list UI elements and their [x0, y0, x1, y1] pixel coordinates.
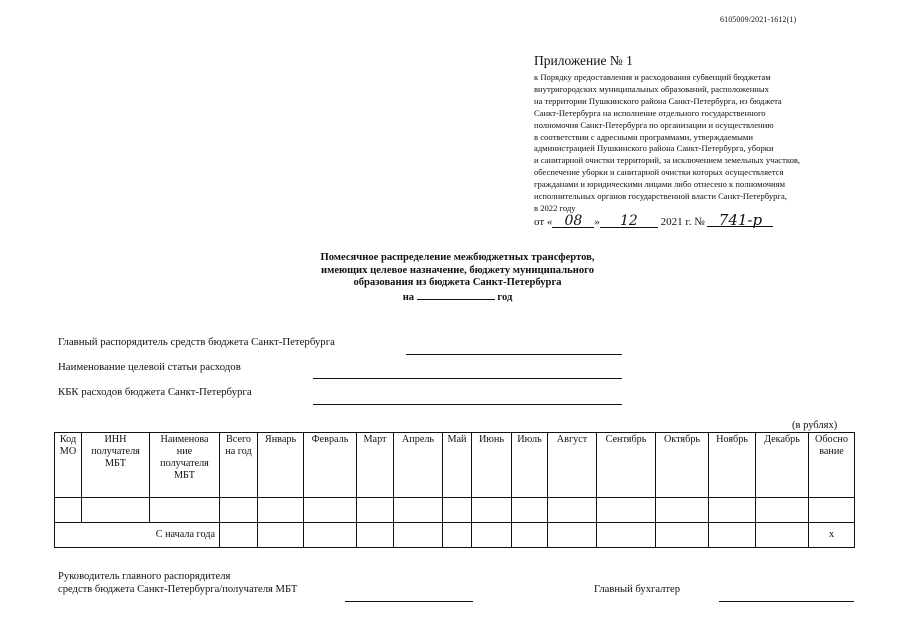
- title-line: образования из бюджета Санкт-Петербурга: [353, 277, 562, 288]
- table-cell[interactable]: [357, 498, 394, 523]
- column-header: Декабрь: [756, 433, 809, 498]
- total-label: С начала года: [55, 523, 220, 548]
- units-label: (в рублях): [792, 420, 838, 431]
- title-year-line: [230, 290, 685, 305]
- table-cell[interactable]: [394, 523, 443, 548]
- appendix-description: [534, 72, 864, 215]
- table-cell[interactable]: [258, 523, 304, 548]
- appendix-line: администрацией Пушкинского района Санкт-Петербурга, уборки: [534, 143, 774, 154]
- title-year-prefix: на: [402, 291, 415, 303]
- column-header: Август: [548, 433, 597, 498]
- transfer-distribution-table: [54, 432, 855, 548]
- order-date-line: [534, 211, 773, 229]
- table-cell[interactable]: [597, 523, 656, 548]
- column-header: Сентябрь: [597, 433, 656, 498]
- table-cell[interactable]: [512, 498, 548, 523]
- table-cell[interactable]: [548, 523, 597, 548]
- accountant-signature-field[interactable]: [719, 601, 854, 602]
- date-month: 12: [600, 215, 658, 228]
- table-cell[interactable]: [709, 498, 756, 523]
- manager-signature-field[interactable]: [345, 601, 473, 602]
- appendix-line: гражданами и юридическими лицами либо отнесено к полномочиям: [534, 179, 786, 190]
- appendix-title: Приложение № 1: [534, 53, 633, 68]
- document-title: [230, 252, 685, 304]
- total-row: [55, 523, 855, 548]
- table-cell[interactable]: [304, 523, 357, 548]
- column-header: Январь: [258, 433, 304, 498]
- column-header: Ноябрь: [709, 433, 756, 498]
- appendix-line: внутригородских муниципальных образований, расположенных: [534, 83, 769, 94]
- table-cell[interactable]: [472, 523, 512, 548]
- column-header: Июнь: [472, 433, 512, 498]
- column-header: Обосно вание: [809, 433, 855, 498]
- target-article-label: Наименование целевой статьи расходов: [58, 361, 241, 373]
- column-header: Код МО: [55, 433, 82, 498]
- table-cell[interactable]: [357, 523, 394, 548]
- main-manager-label: Главный распорядитель средств бюджета Санкт-Петербурга: [58, 336, 335, 348]
- table-row: [55, 498, 855, 523]
- appendix-line: исполнительных органов государственной власти Санкт-Петербурга,: [534, 191, 787, 202]
- appendix-line: в 2022 году: [534, 202, 576, 213]
- appendix-line: Санкт-Петербурга на исполнение отдельного государственного: [534, 107, 766, 118]
- table-cell[interactable]: [512, 523, 548, 548]
- column-header: Февраль: [304, 433, 357, 498]
- table-cell[interactable]: [82, 498, 150, 523]
- table-cell[interactable]: [220, 523, 258, 548]
- manager-signature-label-line1: Руководитель главного распорядителя: [58, 571, 231, 582]
- kbk-field[interactable]: [313, 404, 622, 405]
- document-number: 6105009/2021-1612(1): [720, 15, 797, 24]
- column-header: Июль: [512, 433, 548, 498]
- table-cell[interactable]: [443, 523, 472, 548]
- table-cell[interactable]: [258, 498, 304, 523]
- appendix-line: полномочия Санкт-Петербурга по организации и осуществлению: [534, 119, 774, 130]
- appendix-line: и санитарной очистки территорий, за исключением земельных участков,: [534, 155, 801, 166]
- date-mid: »: [594, 216, 600, 228]
- target-article-field[interactable]: [313, 378, 622, 379]
- table-cell[interactable]: [809, 498, 855, 523]
- table-cell[interactable]: [756, 498, 809, 523]
- main-manager-field[interactable]: [406, 354, 622, 355]
- order-number: 741-р: [707, 214, 773, 227]
- column-header: Май: [443, 433, 472, 498]
- table-cell[interactable]: [756, 523, 809, 548]
- table-cell[interactable]: [443, 498, 472, 523]
- manager-signature-label-line2: средств бюджета Санкт-Петербурга/получателя МБТ: [58, 584, 298, 595]
- date-year-number-label: 2021 г. №: [660, 216, 705, 228]
- table-cell[interactable]: [55, 498, 82, 523]
- column-header: Октябрь: [656, 433, 709, 498]
- total-x-mark: х: [809, 523, 855, 548]
- appendix-line: к Порядку предоставления и расходования субвенций бюджетам: [534, 72, 771, 82]
- date-prefix: от «: [534, 216, 553, 228]
- table-cell[interactable]: [394, 498, 443, 523]
- year-blank-field[interactable]: [417, 290, 495, 300]
- table-cell[interactable]: [472, 498, 512, 523]
- column-header: Всего на год: [220, 433, 258, 498]
- table-cell[interactable]: [220, 498, 258, 523]
- appendix-line: обеспечение уборки и санитарной очистки которых осуществляется: [534, 167, 784, 178]
- table-cell[interactable]: [709, 523, 756, 548]
- table-cell[interactable]: [150, 498, 220, 523]
- title-line: Помесячное распределение межбюджетных трансфертов,: [320, 252, 595, 263]
- title-year-suffix: год: [497, 291, 513, 303]
- appendix-line: на территории Пушкинского района Санкт-Петербурга, из бюджета: [534, 95, 782, 106]
- column-header: ИНН получателя МБТ: [82, 433, 150, 498]
- column-header: Наименова ние получателя МБТ: [150, 433, 220, 498]
- appendix-line: в соответствии с адресными программами, утверждаемыми: [534, 131, 753, 142]
- kbk-label: КБК расходов бюджета Санкт-Петербурга: [58, 386, 252, 398]
- table-cell[interactable]: [656, 498, 709, 523]
- table-cell[interactable]: [656, 523, 709, 548]
- accountant-signature-label: Главный бухгалтер: [594, 584, 681, 595]
- table-header-row: [55, 433, 855, 498]
- date-day: 08: [552, 215, 594, 228]
- column-header: Март: [357, 433, 394, 498]
- table-cell[interactable]: [548, 498, 597, 523]
- table-cell[interactable]: [597, 498, 656, 523]
- column-header: Апрель: [394, 433, 443, 498]
- table-cell[interactable]: [304, 498, 357, 523]
- title-line: имеющих целевое назначение, бюджету муниципального: [321, 264, 594, 276]
